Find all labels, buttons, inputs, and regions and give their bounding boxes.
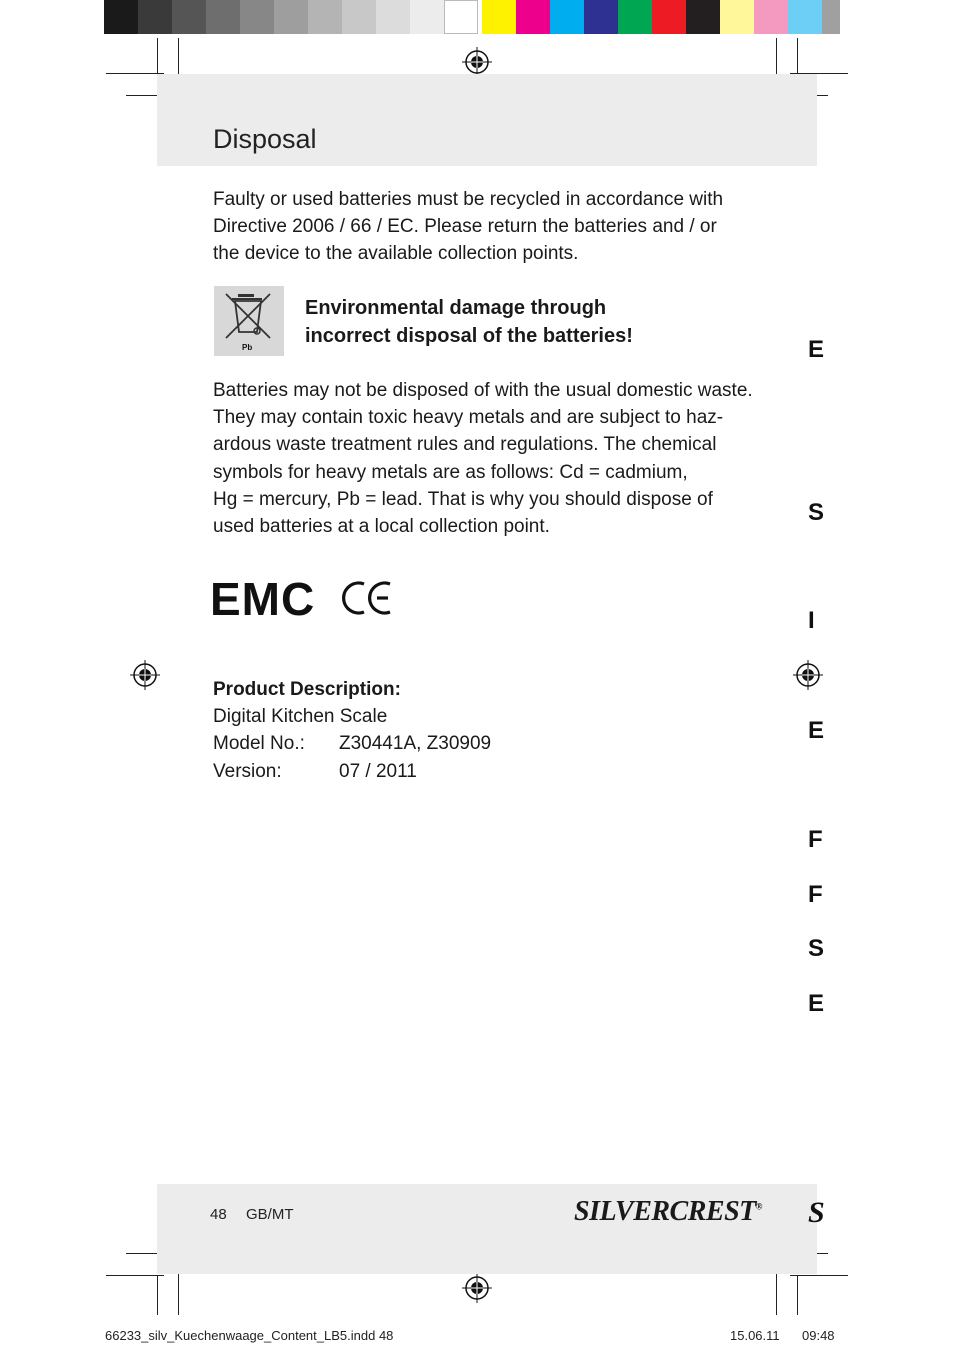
color-swatch xyxy=(822,0,840,34)
color-swatch xyxy=(618,0,652,34)
crop-mark xyxy=(106,73,164,74)
color-swatch xyxy=(410,0,444,34)
color-swatch xyxy=(274,0,308,34)
color-swatch xyxy=(308,0,342,34)
color-swatch xyxy=(550,0,584,34)
color-swatch xyxy=(138,0,172,34)
body-line: Batteries may not be disposed of with the usual domestic waste. xyxy=(213,380,753,401)
edge-letter: E xyxy=(808,336,825,363)
model-key: Model No.: xyxy=(213,733,305,755)
body-line: Hg = mercury, Pb = lead. That is why you should dispose of xyxy=(213,488,713,510)
body-line: symbols for heavy metals are as follows: Cd = cadmium, xyxy=(213,461,688,483)
version-key: Version: xyxy=(213,760,282,782)
color-swatch xyxy=(240,0,274,34)
product-description xyxy=(213,676,491,785)
color-swatch xyxy=(444,0,478,34)
crossed-out-wheelie-bin-icon xyxy=(214,286,284,356)
product-description-label: Product Description: xyxy=(213,679,401,700)
footer-edge-letter: S xyxy=(808,1196,825,1229)
color-swatch xyxy=(652,0,686,34)
pb-label: Pb xyxy=(242,343,253,352)
edge-letter: F xyxy=(808,881,823,908)
color-swatch xyxy=(686,0,720,34)
crop-mark xyxy=(178,1270,179,1315)
edge-letter: I xyxy=(808,607,815,634)
intro-line: Faulty or used batteries must be recycled in accordance with xyxy=(213,189,724,210)
brand-logo xyxy=(574,1196,762,1228)
locale-label: GB/MT xyxy=(246,1206,294,1223)
color-swatch xyxy=(482,0,516,34)
product-name: Digital Kitchen Scale xyxy=(213,706,388,728)
edge-letter: E xyxy=(808,717,825,744)
body-line: used batteries at a local collection point. xyxy=(213,516,550,538)
crop-mark xyxy=(157,1275,158,1315)
intro-line: the device to the available collection points. xyxy=(213,243,579,265)
version-row xyxy=(213,758,491,785)
slug-file: 66233_silv_Kuechenwaage_Content_LB5.indd 48 xyxy=(105,1328,394,1343)
edge-letter: S xyxy=(808,935,825,962)
color-swatch xyxy=(172,0,206,34)
crop-mark xyxy=(790,1275,848,1276)
warning-heading xyxy=(305,294,633,350)
body-line: They may contain toxic heavy metals and are subject to haz- xyxy=(213,407,724,429)
color-swatch xyxy=(720,0,754,34)
intro-line: Directive 2006 / 66 / EC. Please return the batteries and / or xyxy=(213,216,717,238)
slug-date: 15.06.11 xyxy=(730,1328,780,1343)
color-swatch xyxy=(584,0,618,34)
intro-paragraph xyxy=(213,186,723,268)
version-value: 07 / 2011 xyxy=(339,760,417,782)
warning-line: Environmental damage through xyxy=(305,297,607,319)
brand-registered: ® xyxy=(755,1201,762,1212)
registration-mark-icon xyxy=(462,47,492,77)
brand-name: SILVERCREST xyxy=(574,1196,756,1227)
model-value: Z30441A, Z30909 xyxy=(339,733,492,755)
color-swatch xyxy=(788,0,822,34)
color-swatch xyxy=(342,0,376,34)
page-number: 48 xyxy=(210,1206,227,1223)
emc-mark: EMC xyxy=(210,573,316,625)
color-swatch xyxy=(104,0,138,34)
body-paragraph xyxy=(213,377,753,540)
body-line: ardous waste treatment rules and regulations. The chemical xyxy=(213,434,717,456)
color-swatch xyxy=(754,0,788,34)
crop-mark xyxy=(797,1275,798,1315)
color-swatch xyxy=(516,0,550,34)
crop-mark xyxy=(106,1275,164,1276)
model-row xyxy=(213,730,491,757)
ce-mark-icon xyxy=(340,578,396,618)
registration-mark-icon xyxy=(462,1273,492,1303)
crop-mark xyxy=(157,38,158,74)
edge-letter: S xyxy=(808,499,825,526)
edge-letter: E xyxy=(808,990,825,1017)
registration-mark-icon xyxy=(793,660,823,690)
warning-line: incorrect disposal of the batteries! xyxy=(305,325,633,347)
color-swatch xyxy=(206,0,240,34)
page-title: Disposal xyxy=(213,124,317,154)
color-swatch xyxy=(376,0,410,34)
warning-icon-box xyxy=(214,286,284,356)
crop-mark xyxy=(797,38,798,74)
registration-mark-icon xyxy=(130,660,160,690)
slug-time: 09:48 xyxy=(802,1328,835,1343)
crop-mark xyxy=(776,1270,777,1315)
edge-letter: F xyxy=(808,826,823,853)
